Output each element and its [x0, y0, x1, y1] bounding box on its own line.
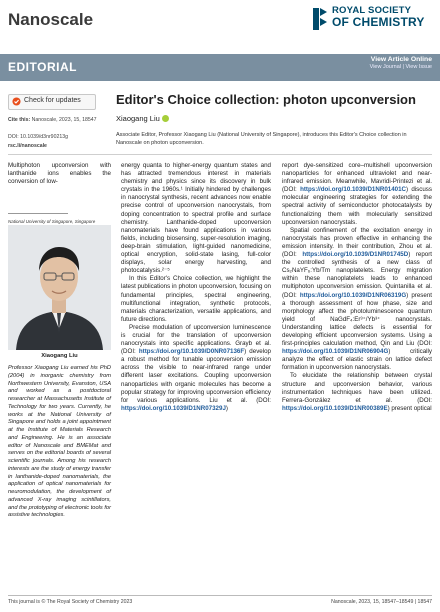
- text-run: ) report the controlled synthesis of a new class of Cs₂NaYF₆:Yb/Tm nanoplatelets. Energy migration within these nanoplatelets leads to enhanced multiphoton upconversion emission. Quintanilla et al. (DOI:: [282, 251, 432, 299]
- paragraph: [121, 324, 271, 413]
- text-run: Spatial confinement of the excitation energy in nanocrystals has proven effective in enhancing the emission intensity. In their contribution, Zhou et al. (DOI:: [282, 226, 432, 259]
- paragraph: energy quanta to higher-energy quantum states and has attracted tremendous interest in materials chemistry and physics since its discovery in bulk crystals in the 1960s.¹ Initially hindered by challenges in nanocrystal synthesis, recent advances now enable precise control of upconversion nanocrystals, from doping concentration to spectral profile and surface chemistry. Lanthanide-doped upconversion nanomaterials have found applications in various fields, including biosensing, super-resolution imaging, deep-brain stimulation, light-guided nanomedicine, optical encryption, solid-state lasing, full-color displays, solar energy harvesting, and photocatalysis.²⁻⁵: [121, 162, 271, 275]
- header-divider: [8, 154, 432, 155]
- rsc-logo-icon: [311, 6, 329, 32]
- paragraph: [282, 162, 432, 227]
- publisher-logo[interactable]: [311, 4, 435, 40]
- text-run: report dye-sensitized core–multishell upconversion nanoparticles for enhanced ultraviolet and near-infrared emission. Meanwhile, Mavridi-Printezi et al. (DOI:: [282, 162, 432, 194]
- affiliation-footnote: National University of Singapore, Singapore: [8, 219, 96, 224]
- article-title: Editor's Choice collection: photon upconversion: [116, 92, 416, 107]
- author-photo: [8, 225, 111, 350]
- check-updates-button[interactable]: [8, 94, 96, 110]
- publisher-line2: OF CHEMISTRY: [332, 15, 425, 29]
- author-bio: Professor Xiaogang Liu earned his PhD (2004) in inorganic chemistry from Northwestern University, Evanston, USA and worked as a postdoctoral researcher at Massachusetts Institute of Technology for two years. Currently, he works at the National University of Singapore and holds a joint appointment at the Institute of Materials Research and Engineering. He is an associate editor of Nanoscale and BMEMat and serves on the editorial boards of several scientific journals. Among his research interests are the study of energy transfer in lanthanide-doped nanomaterials, the application of optical nanomaterials for neuromodulation, the development of advanced X-ray imaging scintillators, and the prototyping of electronic tools for assistive technologies.: [8, 365, 111, 519]
- text-run: ) present a thorough assessment of how phase, size and morphology affect the photoluminescence quantum yield of NaGdF₄:Er³⁺/Yb³⁺ nanocrystals. Understanding lattice defects is essential for developing efficient upconversion systems. Using a first-principles calculation method, Qin and Liu (DOI:: [282, 291, 432, 348]
- photo-caption: Xiaogang Liu: [41, 353, 78, 359]
- text-run: ) critically analyze the effect of elastic strain on lattice defect formation in upconversion nanocrystals.: [282, 348, 432, 372]
- cite-value: Nanoscale, 2023, 15, 18547: [31, 117, 97, 123]
- text-run: ) present optical: [387, 404, 432, 412]
- journal-site-link[interactable]: rsc.li/nanoscale: [8, 143, 47, 149]
- column-1-intro: [8, 162, 111, 186]
- footer-divider: [8, 595, 432, 596]
- section-label: EDITORIAL: [8, 60, 77, 74]
- crossmark-icon: [12, 97, 21, 106]
- doi-link[interactable]: https://doi.org/10.1039/D1NR01401C: [300, 186, 406, 194]
- citation: [8, 117, 97, 123]
- text-run: ): [225, 404, 228, 412]
- doi-text[interactable]: DOI: 10.1039/d3nr90213g: [8, 134, 68, 140]
- paragraph: [282, 227, 432, 373]
- text-run: To elucidate the relationship between crystal structure and upconversion behavior, various instrumentation techniques have been utilized. Ferrera-González et al. (DOI:: [282, 372, 432, 404]
- paragraph: [282, 372, 432, 412]
- text-run: ) discuss molecular engineering strategies for extending the spectral activity of semiconductor photocatalysts by functionalizing them with molecularly sensitized upconversion nanocrystals.: [282, 186, 432, 226]
- orcid-icon[interactable]: [162, 115, 169, 122]
- footer-citation: Nanoscale, 2023, 15, 18547–18549 | 18547: [331, 599, 432, 605]
- journal-title: Nanoscale: [8, 10, 94, 29]
- doi-link[interactable]: https://doi.org/10.1039/D1NR06319G: [299, 291, 407, 299]
- portrait-image: [8, 225, 111, 350]
- footer-copyright: This journal is © The Royal Society of Chemistry 2023: [8, 599, 133, 605]
- author-line: [116, 114, 169, 123]
- article-standfirst: Associate Editor, Professor Xiaogang Liu (National University of Singapore), introduces this Editor's Choice collection in Nanoscale on photon upconversion.: [116, 132, 407, 146]
- journal-issue-links[interactable]: View Journal | View Issue: [369, 64, 432, 70]
- view-online-link[interactable]: View Article Online: [370, 56, 432, 63]
- check-updates-label: Check for updates: [24, 97, 81, 104]
- footnote-rule: [8, 213, 68, 214]
- cite-label: Cite this:: [8, 117, 31, 123]
- text-run: ) develop a robust method for tunable upconversion emission across the visible to near-infrared range under different laser excitations. Coupling upconversion nanoparticles with organic molecules has become a popular strategy for improving upconversion efficiency for various applications. Liu et al. (DOI:: [121, 348, 271, 404]
- publisher-line1: ROYAL SOCIETY: [332, 5, 412, 16]
- doi-link[interactable]: https://doi.org/10.1039/D1NR01745D: [302, 251, 409, 259]
- column-2: [121, 162, 271, 413]
- column-3: [282, 162, 432, 413]
- doi-link[interactable]: https://doi.org/10.1039/D1NR06904G: [282, 348, 389, 356]
- doi-link[interactable]: https://doi.org/10.1039/D1NR07329J: [121, 404, 226, 412]
- doi-link[interactable]: https://doi.org/10.1039/D1NR00389E: [282, 404, 388, 412]
- text-run: Precise modulation of upconversion luminescence is crucial for the translation of upconversion nanocrystals into specific applications. Grayb et al. (DOI:: [121, 323, 271, 356]
- paragraph: In this Editor's Choice collection, we highlight the latest publications in photon upconversion, focusing on fundamental principles, spectral engineering, multifunctional integration, synthetic protocols, materials characterization, versatile applications, and future directions.: [121, 275, 271, 323]
- section-banner: [0, 54, 440, 81]
- intro-paragraph: Multiphoton upconversion with lanthanide ions enables the conversion of low-: [8, 162, 111, 186]
- author-name[interactable]: Xiaogang Liu: [116, 114, 160, 123]
- doi-link[interactable]: https://doi.org/10.1039/D0NR07136F: [138, 348, 245, 356]
